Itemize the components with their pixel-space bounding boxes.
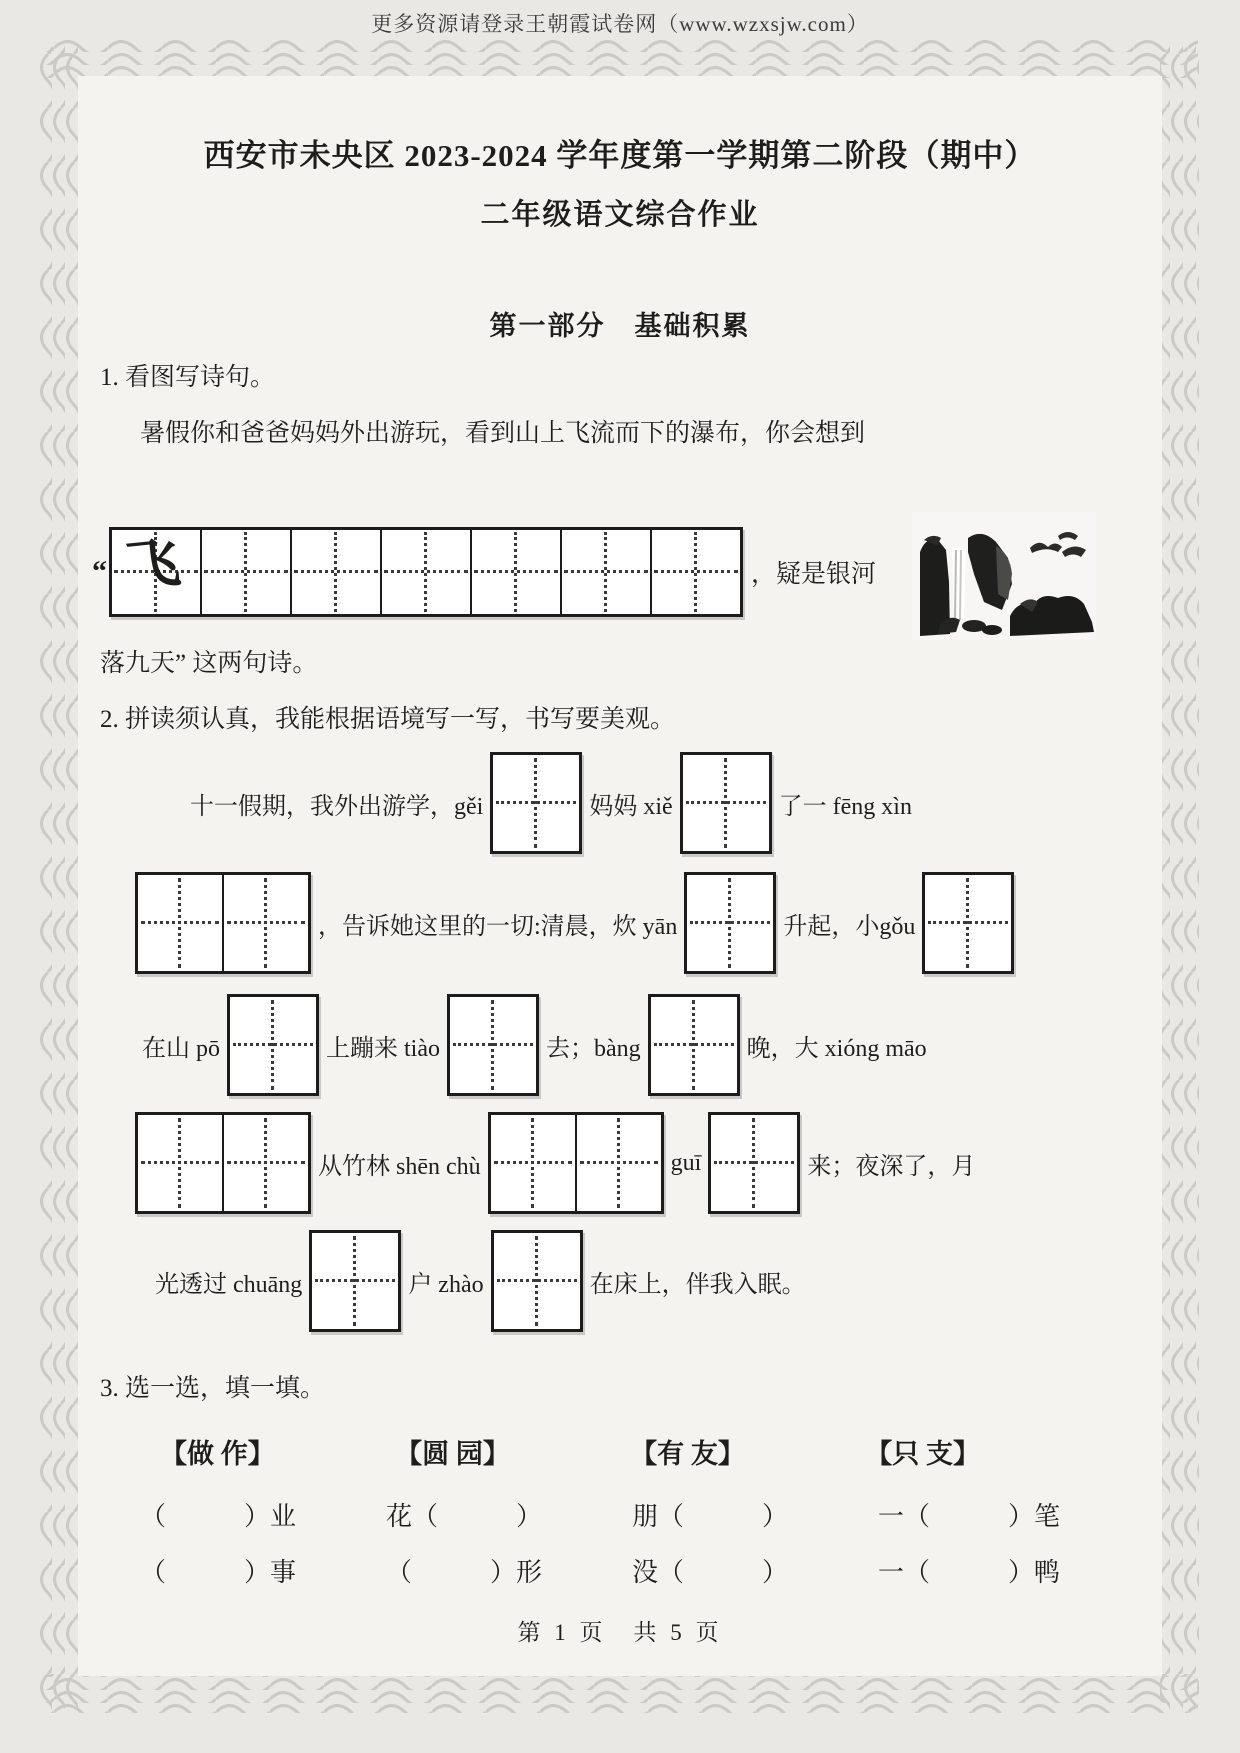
q3-fill-row-1 (140, 1496, 1060, 1533)
q2-row-4 (135, 1112, 982, 1214)
fill-blank[interactable]: （ ）形 (385, 1558, 542, 1587)
q2-row-3 (135, 994, 934, 1096)
watermark-text: 更多资源请登录王朝霞试卷网（www.wzxsjw.com） (371, 12, 869, 36)
q2-text: ，告诉她这里的一切:清晨，炊 yān (318, 913, 678, 940)
option-group: 【圆 园】 (395, 1439, 510, 1469)
fill-blank[interactable]: 一（ ）笔 (877, 1502, 1060, 1531)
q2-row-5 (148, 1230, 813, 1332)
option-group: 【只 支】 (865, 1439, 980, 1469)
question-1-line-end: 落九天” 这两句诗。 (100, 650, 318, 677)
q2-text: 来；夜深了，月 (807, 1153, 976, 1180)
open-quote: “ (92, 555, 107, 588)
q2-text: 上蹦来 tiào (326, 1035, 440, 1062)
answer-box[interactable] (680, 752, 772, 854)
answer-box-pair[interactable] (135, 872, 311, 974)
q2-row-1 (183, 752, 919, 854)
answer-box[interactable] (470, 530, 560, 614)
answer-box[interactable] (200, 530, 290, 614)
writing-grid[interactable] (109, 527, 743, 617)
answer-box[interactable] (227, 994, 319, 1096)
q2-text: 光透过 chuāng (155, 1271, 303, 1298)
page-number: 第 1 页 共 5 页 (517, 1620, 723, 1645)
q2-text: 从竹林 shēn chù (318, 1153, 481, 1180)
fill-blank[interactable]: （ ）事 (140, 1558, 297, 1587)
question-2-label: 2. 拼读须认真，我能根据语境写一写，书写要美观。 (100, 706, 676, 733)
q3-fill-row-2 (140, 1552, 1060, 1589)
q2-text: 晚，大 xióng māo (746, 1035, 927, 1062)
question-1-label: 1. 看图写诗句。 (100, 364, 276, 391)
answer-box[interactable] (112, 530, 200, 614)
q2-text: 去；bàng (546, 1035, 641, 1062)
q2-text: 在山 pō (142, 1035, 220, 1062)
option-group: 【有 友】 (630, 1439, 745, 1469)
fill-blank[interactable]: 一（ ）鸭 (877, 1558, 1060, 1587)
after-grid-text: ，疑是银河 (751, 561, 877, 588)
exam-title: 西安市未央区 2023-2024 学年度第一学期第二阶段（期中） (203, 138, 1037, 173)
fill-blank[interactable]: 花（ ） (385, 1502, 542, 1531)
q2-text: guī (670, 1149, 702, 1176)
q2-row-2 (135, 872, 1014, 974)
question-1-prompt: 暑假你和爸爸妈妈外出游玩，看到山上飞流而下的瀑布，你会想到 (140, 420, 866, 447)
answer-box[interactable] (684, 872, 776, 974)
answer-box-pair[interactable] (135, 1112, 311, 1214)
answer-box[interactable] (490, 752, 582, 854)
question-3-label: 3. 选一选，填一填。 (100, 1375, 326, 1402)
answer-box[interactable] (648, 994, 740, 1096)
option-group: 【做 作】 (160, 1439, 275, 1469)
q2-text: 十一假期，我外出游学，gěi (190, 793, 484, 820)
answer-box[interactable] (290, 530, 380, 614)
fill-blank[interactable]: （ ）业 (140, 1502, 297, 1531)
answer-box[interactable] (309, 1230, 401, 1332)
answer-box[interactable] (560, 530, 650, 614)
answer-box[interactable] (380, 530, 470, 614)
question-1-answer-strip (92, 527, 876, 617)
fill-blank[interactable]: 朋（ ） (631, 1502, 788, 1531)
answer-box-pair[interactable] (488, 1112, 664, 1214)
section-heading: 第一部分 基础积累 (489, 311, 751, 341)
waterfall-ink-painting (912, 512, 1096, 640)
q2-text: 户 zhào (408, 1271, 484, 1298)
answer-box[interactable] (708, 1112, 800, 1214)
q2-text: 了一 fēng xìn (778, 793, 912, 820)
q2-text: 升起，小gǒu (783, 913, 916, 940)
answer-box[interactable] (650, 530, 740, 614)
q2-text: 妈妈 xiě (589, 793, 673, 820)
answer-box[interactable] (447, 994, 539, 1096)
fill-blank[interactable]: 没（ ） (631, 1558, 788, 1587)
answer-box[interactable] (491, 1230, 583, 1332)
q3-option-groups (160, 1432, 980, 1471)
handwritten-char: 飞 (123, 532, 183, 598)
exam-subtitle: 二年级语文综合作业 (480, 199, 760, 231)
q2-text: 在床上，伴我入眠。 (589, 1271, 806, 1298)
answer-box[interactable] (922, 872, 1014, 974)
